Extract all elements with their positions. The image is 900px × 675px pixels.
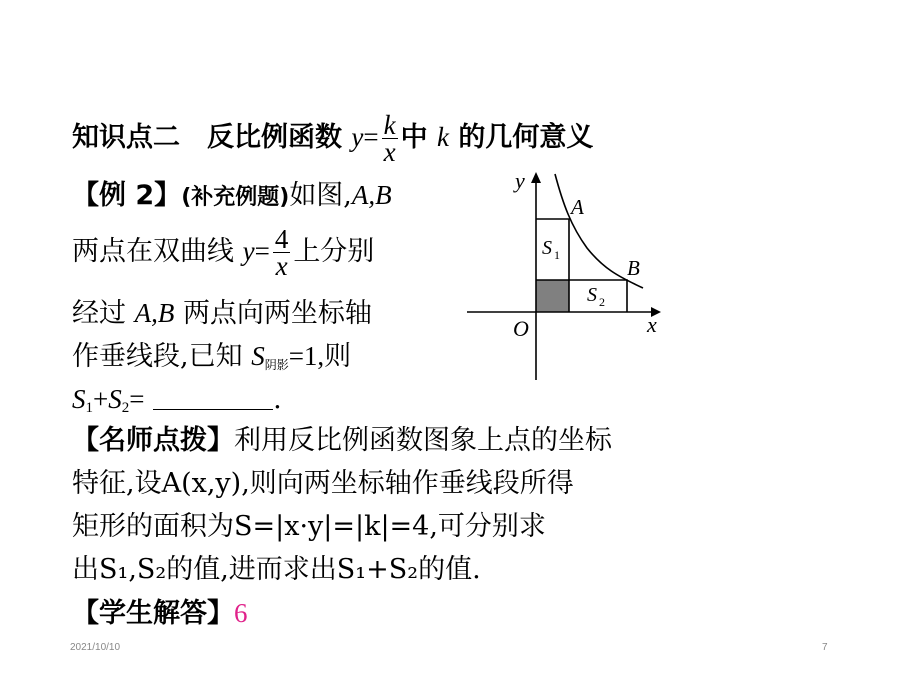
heading-prefix: 知识点二 反比例函数: [72, 122, 342, 153]
example-line-1: [72, 178, 392, 215]
s1-sub-label: 1: [554, 248, 560, 262]
hint-l1: 利用反比例函数图象上点的坐标: [234, 425, 612, 456]
example-s2-sub: 2: [121, 400, 130, 416]
example-fraction: [273, 226, 291, 279]
example-end: .: [273, 384, 282, 415]
hint-l4: 出S₁,S₂的值,进而求出S₁+S₂的值.: [72, 554, 481, 585]
s2-label: S: [587, 284, 597, 306]
hint-line-3: [72, 510, 546, 544]
hyperbola-figure: [467, 168, 667, 380]
example-l1-text: 如图,: [289, 180, 352, 211]
example-l2-pre: 两点在双曲线: [72, 236, 234, 267]
example-l1-points: A,B: [351, 180, 392, 210]
example-line-4: [72, 339, 351, 382]
point-a-label: A: [571, 195, 584, 219]
example-l4-pre: 作垂线段,已知: [72, 341, 243, 372]
answer-line: [72, 596, 248, 631]
hint-l2: 特征,设A(x,y),则向两坐标轴作垂线段所得: [72, 468, 574, 499]
example-l4-sub: 阴影: [264, 358, 289, 372]
shaded-region: [536, 280, 569, 312]
example-s2: S: [108, 384, 122, 414]
example-l2-eq: =: [254, 236, 270, 266]
example-l3-post: 两点向两坐标轴: [182, 298, 372, 329]
footer-date: 2021/10/10: [70, 642, 121, 653]
answer-blank: [153, 387, 273, 410]
s2-sub-label: 2: [599, 295, 605, 309]
heading-k: k: [437, 122, 449, 152]
example-line-2: [72, 226, 374, 279]
answer-label: 【学生解答】: [72, 598, 234, 629]
point-b-label: B: [627, 256, 640, 280]
heading-eq: =: [363, 122, 379, 152]
section-heading: [72, 112, 593, 165]
example-l4-s: S: [251, 341, 265, 371]
hint-l3: 矩形的面积为S=|x·y|=|k|=4,可分别求: [72, 511, 546, 542]
x-axis-label: x: [647, 312, 657, 337]
example-line-3: [72, 296, 372, 331]
example-l3-pre: 经过: [72, 298, 126, 329]
answer-value: 6: [234, 598, 248, 628]
example-plus: +: [93, 384, 109, 414]
hint-line-2: [72, 467, 574, 501]
heading-mid: 中: [400, 122, 428, 153]
example-s1: S: [72, 384, 86, 414]
heading-suffix: 的几何意义: [458, 122, 594, 153]
y-axis-label: y: [515, 168, 525, 193]
heading-frac-den: x: [383, 137, 396, 167]
s1-label: S: [542, 237, 552, 259]
example-eq: =: [129, 384, 145, 414]
example-frac-den: x: [275, 251, 288, 281]
heading-fraction: [382, 112, 398, 165]
hint-line-1: [72, 424, 612, 458]
footer-page-number: 7: [822, 642, 828, 653]
heading-y: y: [351, 122, 364, 152]
example-l4-post: =1,则: [288, 341, 352, 371]
origin-label: O: [513, 316, 529, 341]
example-l2-y: y: [242, 236, 255, 266]
example-label: 【例 2】: [72, 180, 182, 211]
example-line-5: [72, 382, 282, 425]
example-s1-sub: 1: [85, 400, 93, 416]
example-tag: (补充例题): [181, 185, 290, 210]
hint-label: 【名师点拨】: [72, 425, 234, 456]
example-l3-points: A,B: [134, 298, 175, 328]
example-l2-post: 上分别: [293, 236, 375, 267]
hint-line-4: [72, 553, 481, 587]
heading-frac-num: k: [383, 110, 396, 140]
example-frac-num: 4: [274, 224, 289, 254]
